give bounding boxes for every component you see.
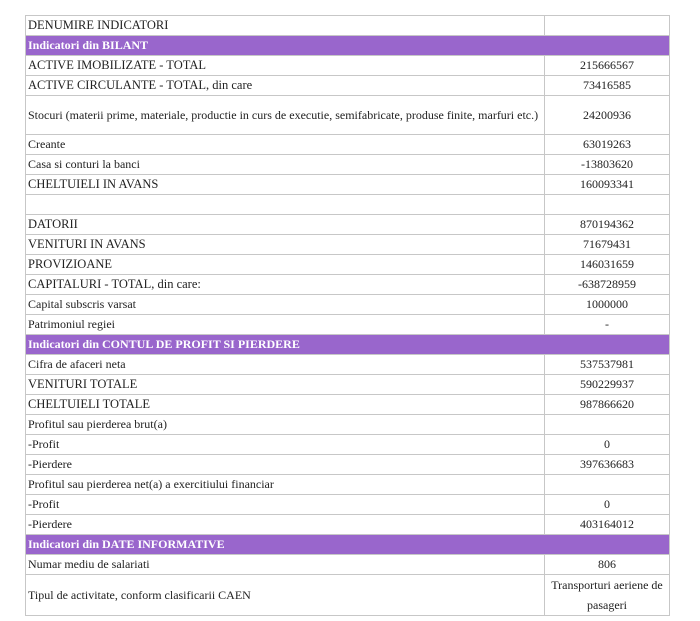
row-value: 870194362 [545,215,670,235]
table-row [26,555,670,575]
table-row [26,215,670,235]
table-row [26,575,670,616]
table-row [26,415,670,435]
row-label: Cifra de afaceri neta [26,355,545,375]
table-row [26,56,670,76]
table-row [26,96,670,135]
row-label: Stocuri (materii prime, materiale, productie in curs de executie, semifabricate, produse finite, marfuri etc.) [26,96,545,135]
header-label: DENUMIRE INDICATORI [26,16,545,36]
row-label: DATORII [26,215,545,235]
row-value: 0 [545,495,670,515]
table-row [26,515,670,535]
table-row [26,255,670,275]
row-value: 987866620 [545,395,670,415]
table-row-blank [26,195,670,215]
row-value: 24200936 [545,96,670,135]
table-header-row [26,16,670,36]
table-row [26,155,670,175]
row-value: 1000000 [545,295,670,315]
row-label: Casa si conturi la banci [26,155,545,175]
row-label: Capital subscris varsat [26,295,545,315]
row-value: 537537981 [545,355,670,375]
row-label: Patrimoniul regiei [26,315,545,335]
row-label: Profitul sau pierderea brut(a) [26,415,545,435]
table-row [26,395,670,415]
table-row [26,455,670,475]
table-row [26,275,670,295]
table-row [26,175,670,195]
section-row-profit [26,335,670,355]
row-value: 215666567 [545,56,670,76]
table-row [26,495,670,515]
row-value [545,475,670,495]
row-value: 0 [545,435,670,455]
table-row [26,135,670,155]
row-label: Profitul sau pierderea net(a) a exercitiului financiar [26,475,545,495]
row-value: 397636683 [545,455,670,475]
table-row [26,76,670,96]
row-label: CHELTUIELI TOTALE [26,395,545,415]
financial-indicators-table [25,15,670,616]
row-label: CAPITALURI - TOTAL, din care: [26,275,545,295]
row-value: 403164012 [545,515,670,535]
row-value: 73416585 [545,76,670,96]
row-label: CHELTUIELI IN AVANS [26,175,545,195]
row-value: -13803620 [545,155,670,175]
row-label: Creante [26,135,545,155]
table-row [26,235,670,255]
section-row-informative [26,535,670,555]
section-title-profit: Indicatori din CONTUL DE PROFIT SI PIERDERE [26,335,670,355]
row-value [545,195,670,215]
row-label: VENITURI IN AVANS [26,235,545,255]
row-value: 146031659 [545,255,670,275]
table-row [26,375,670,395]
row-value: -638728959 [545,275,670,295]
row-label: ACTIVE CIRCULANTE - TOTAL, din care [26,76,545,96]
section-row-bilant [26,36,670,56]
row-value: 71679431 [545,235,670,255]
row-value: 63019263 [545,135,670,155]
row-label: -Pierdere [26,515,545,535]
table-row [26,355,670,375]
row-label [26,195,545,215]
section-title-informative: Indicatori din DATE INFORMATIVE [26,535,670,555]
row-label: Tipul de activitate, conform clasificarii CAEN [26,575,545,616]
row-label: Numar mediu de salariati [26,555,545,575]
row-value [545,415,670,435]
table-row [26,435,670,455]
section-title-bilant: Indicatori din BILANT [26,36,670,56]
row-value: - [545,315,670,335]
row-value: 806 [545,555,670,575]
table-row [26,315,670,335]
row-value: 590229937 [545,375,670,395]
row-label: -Pierdere [26,455,545,475]
row-label: VENITURI TOTALE [26,375,545,395]
table-row [26,295,670,315]
table-row [26,475,670,495]
row-value: 160093341 [545,175,670,195]
row-value: Transporturi aeriene de pasageri [545,575,670,616]
row-label: -Profit [26,495,545,515]
row-label: -Profit [26,435,545,455]
row-label: PROVIZIOANE [26,255,545,275]
header-value [545,16,670,36]
row-label: ACTIVE IMOBILIZATE - TOTAL [26,56,545,76]
